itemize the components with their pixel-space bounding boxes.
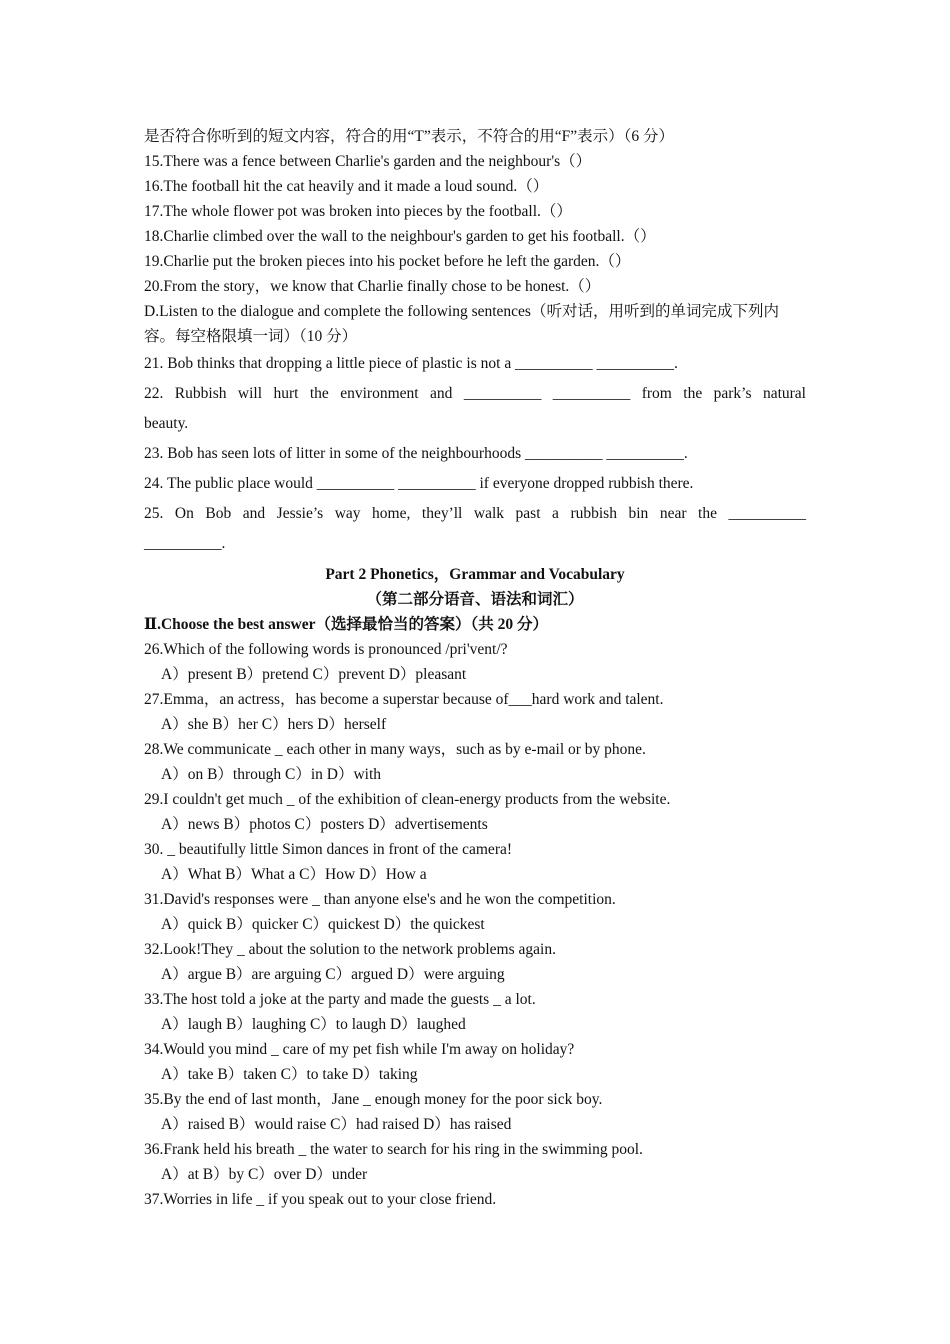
options-35: A）raised B）would raise C）had raised D）has raised <box>161 1116 512 1133</box>
question-37: 37.Worries in life _ if you speak out to your close friend. <box>144 1191 497 1208</box>
section-ii-heading: Ⅱ.Choose the best answer（选择最恰当的答案）（共 20 分） <box>144 616 549 633</box>
fill-item-21: 21. Bob thinks that dropping a little piece of plastic is not a __________ __________. <box>144 355 678 372</box>
fill-item-23: 23. Bob has seen lots of litter in some of the neighbourhoods __________ __________. <box>144 445 688 462</box>
fill-item-24: 24. The public place would __________ __________ if everyone dropped rubbish there. <box>144 475 694 492</box>
question-32: 32.Look!They _ about the solution to the network problems again. <box>144 941 556 958</box>
section-c-instruction: 是否符合你听到的短文内容，符合的用“T”表示，不符合的用“F”表示）（6 分） <box>144 128 674 145</box>
fill-item-25-line1: 25. On Bob and Jessie’s way home, they’ll walk past a rubbish bin near the __________ <box>144 505 806 522</box>
options-29: A）news B）photos C）posters D）advertisements <box>161 816 488 833</box>
options-28: A）on B）through C）in D）with <box>161 766 382 783</box>
question-34: 34.Would you mind _ care of my pet fish while I'm away on holiday? <box>144 1041 575 1058</box>
part2-title: Part 2 Phonetics，Grammar and Vocabulary <box>325 566 625 583</box>
question-33: 33.The host told a joke at the party and made the guests _ a lot. <box>144 991 536 1008</box>
options-27: A）she B）her C）hers D）herself <box>161 716 387 733</box>
tf-item-20: 20.From the story，we know that Charlie finally chose to be honest.（） <box>144 278 601 295</box>
part2-title-cn: （第二部分语音、语法和词汇） <box>366 591 584 608</box>
fill-item-25-line2: __________. <box>144 535 226 552</box>
options-31: A）quick B）quicker C）quickest D）the quickest <box>161 916 485 933</box>
tf-item-16: 16.The football hit the cat heavily and it made a loud sound.（） <box>144 178 549 195</box>
fill-item-22-line1: 22. Rubbish will hurt the environment and __________ __________ from the park’s natural <box>144 385 806 402</box>
tf-item-19: 19.Charlie put the broken pieces into his pocket before he left the garden.（） <box>144 253 631 270</box>
tf-item-18: 18.Charlie climbed over the wall to the neighbour's garden to get his football.（） <box>144 228 656 245</box>
options-34: A）take B）taken C）to take D）taking <box>161 1066 418 1083</box>
question-29: 29.I couldn't get much _ of the exhibition of clean-energy products from the website. <box>144 791 671 808</box>
options-32: A）argue B）are arguing C）argued D）were arguing <box>161 966 505 983</box>
exam-page <box>144 124 806 1212</box>
fill-item-22-line2: beauty. <box>144 415 189 432</box>
tf-item-15: 15.There was a fence between Charlie's garden and the neighbour's（） <box>144 153 592 170</box>
tf-item-17: 17.The whole flower pot was broken into pieces by the football.（） <box>144 203 572 220</box>
options-30: A）What B）What a C）How D）How a <box>161 866 427 883</box>
question-28: 28.We communicate _ each other in many ways，such as by e-mail or by phone. <box>144 741 646 758</box>
question-36: 36.Frank held his breath _ the water to search for his ring in the swimming pool. <box>144 1141 643 1158</box>
options-26: A）present B）pretend C）prevent D）pleasant <box>161 666 467 683</box>
section-d-instruction: D.Listen to the dialogue and complete the following sentences（听对话，用听到的单词完成下列内容。每空格限填一词）（10 分） <box>144 303 779 345</box>
options-36: A）at B）by C）over D）under <box>161 1166 368 1183</box>
question-31: 31.David's responses were _ than anyone else's and he won the competition. <box>144 891 616 908</box>
question-30: 30. _ beautifully little Simon dances in front of the camera! <box>144 841 513 858</box>
question-35: 35.By the end of last month，Jane _ enough money for the poor sick boy. <box>144 1091 603 1108</box>
question-27: 27.Emma，an actress，has become a superstar because of___hard work and talent. <box>144 691 664 708</box>
options-33: A）laugh B）laughing C）to laugh D）laughed <box>161 1016 466 1033</box>
question-26: 26.Which of the following words is pronounced /pri'vent/? <box>144 641 508 658</box>
